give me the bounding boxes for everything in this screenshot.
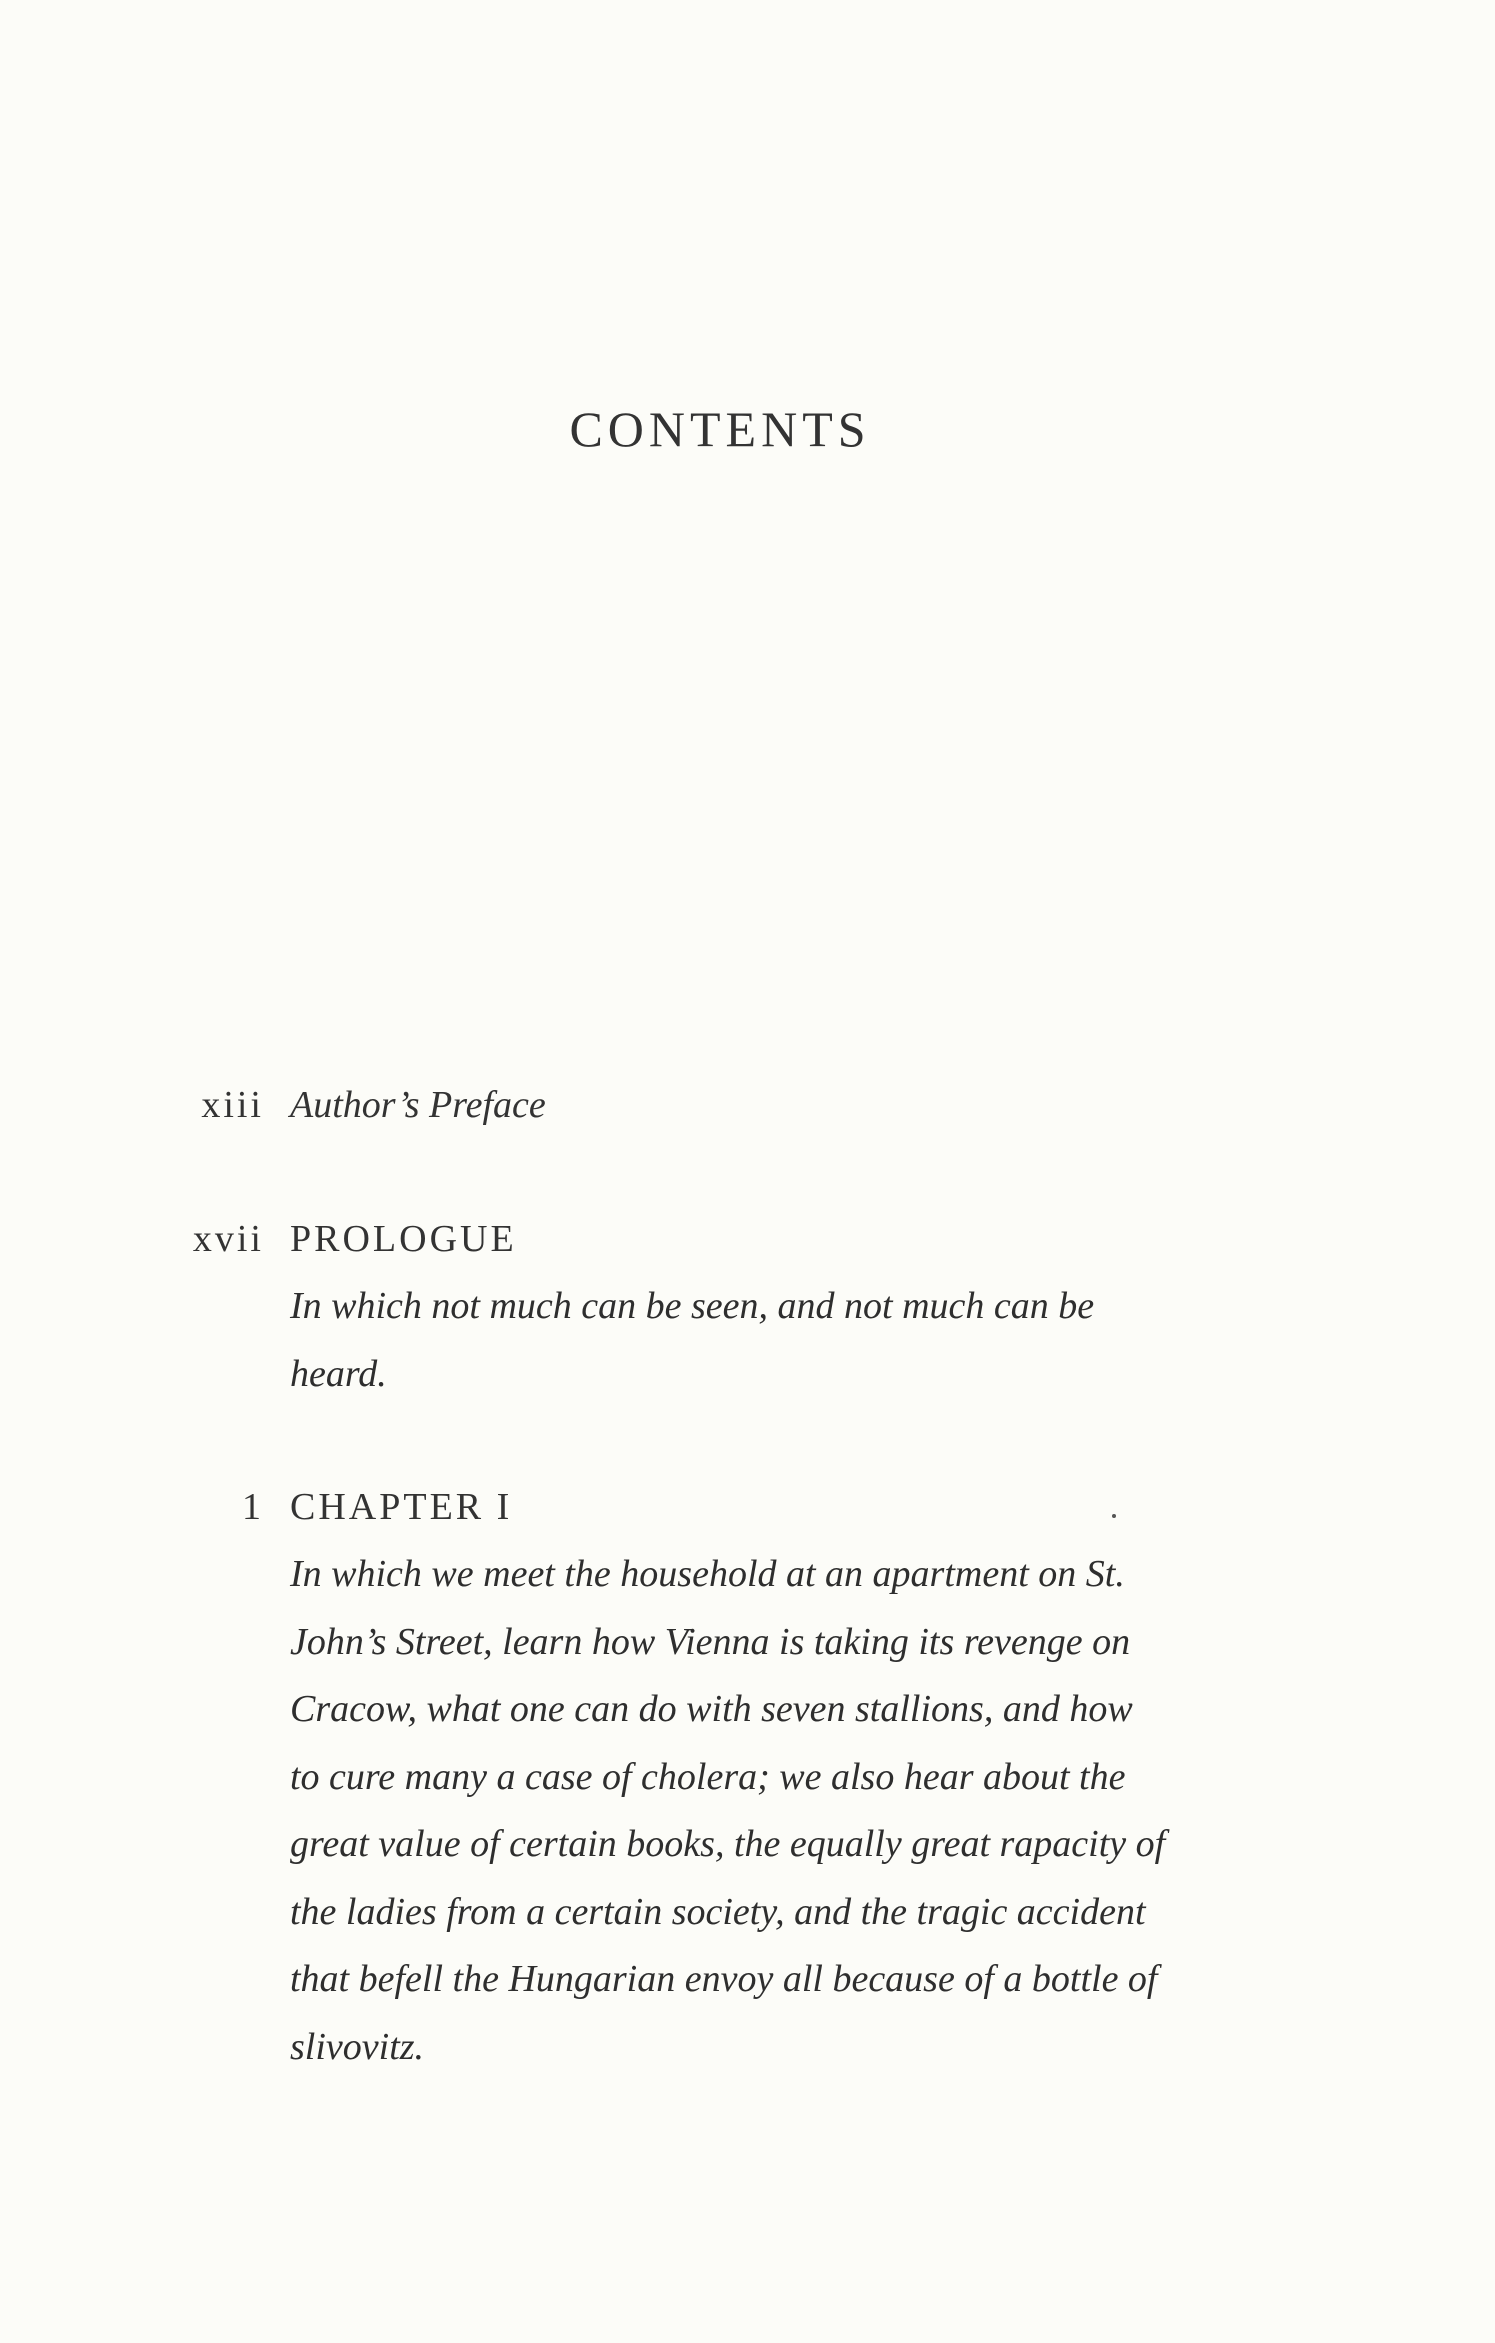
- toc-page-number: 1: [242, 1486, 264, 1528]
- toc-description-line: the ladies from a certain society, and the tragic accident: [290, 1890, 1146, 1933]
- toc-description-line: that befell the Hungarian envoy all because of a bottle of: [290, 1958, 1158, 2000]
- toc-description-line: In which we meet the household at an apartment on St.: [290, 1553, 1125, 1595]
- ink-speck: [1112, 1514, 1116, 1518]
- toc-description-line: heard.: [290, 1352, 387, 1395]
- toc-heading: CHAPTER I: [290, 1486, 513, 1528]
- toc-entry-body: [290, 1474, 1300, 2081]
- toc-heading: Author’s Preface: [290, 1084, 546, 1126]
- toc-page-number: xiii: [201, 1084, 264, 1126]
- toc-description-line: to cure many a case of cholera; we also hear about the: [290, 1755, 1126, 1798]
- page-title: CONTENTS: [569, 401, 871, 457]
- toc-description-line: slivovitz.: [290, 2025, 425, 2068]
- toc-heading: PROLOGUE: [290, 1218, 517, 1260]
- toc-entry-body: [290, 1206, 1300, 1408]
- toc-description: [290, 1273, 1300, 1408]
- toc-description-line: great value of certain books, the equally great rapacity of: [290, 1823, 1166, 1865]
- toc-entry-body: [290, 1072, 1300, 1139]
- toc-description: [290, 1541, 1300, 2081]
- toc-description-line: Cracow, what one can do with seven stallions, and how: [290, 1688, 1133, 1730]
- toc-description-line: In which not much can be seen, and not much can be: [290, 1285, 1095, 1327]
- toc-page-number: xvii: [192, 1218, 264, 1260]
- toc-description-line: John’s Street, learn how Vienna is taking its revenge on: [290, 1620, 1131, 1663]
